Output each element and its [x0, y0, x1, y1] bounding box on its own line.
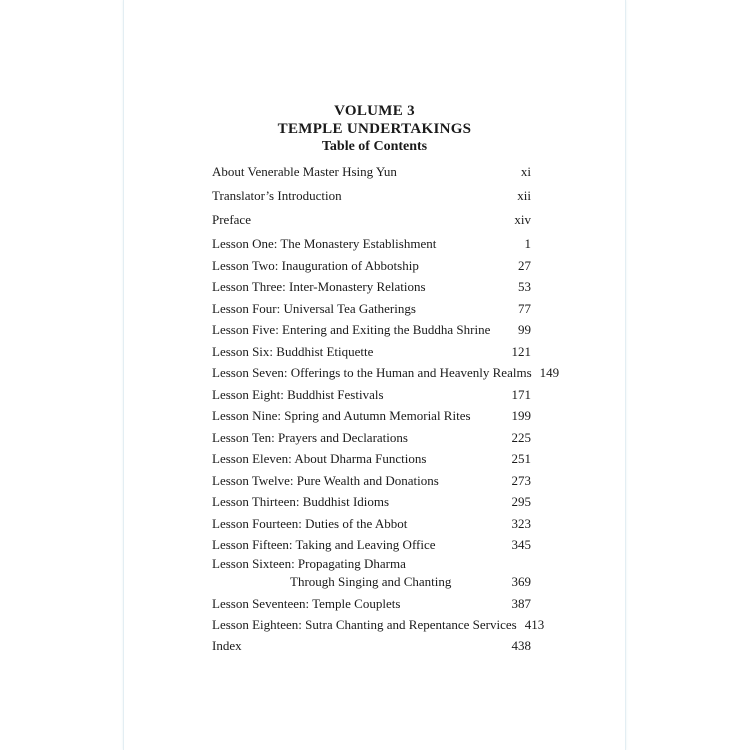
- toc-entry-title: Lesson Fifteen: Taking and Leaving Office: [212, 537, 436, 552]
- toc-entry-page: 345: [511, 537, 531, 552]
- toc-entry-lesson-13: [212, 493, 531, 511]
- toc-entry-title: Lesson Three: Inter-Monastery Relations: [212, 279, 426, 294]
- toc-entry-title: Lesson Two: Inauguration of Abbotship: [212, 258, 419, 273]
- toc-entry-lesson-11: [212, 450, 531, 468]
- toc-entry-title: Lesson Eight: Buddhist Festivals: [212, 387, 384, 402]
- toc-entry-page: 438: [511, 638, 531, 653]
- toc-entry-page: 225: [511, 430, 531, 445]
- toc-entry-lesson-6: [212, 343, 531, 361]
- toc-entry-page: 121: [511, 344, 531, 359]
- toc-entry-page: 1: [524, 236, 531, 251]
- toc-entry-title: Lesson Eighteen: Sutra Chanting and Repentance Services: [212, 617, 517, 632]
- toc-entry-lesson-14: [212, 515, 531, 533]
- toc-entry-page: 99: [518, 322, 531, 337]
- toc-entry-lesson-9: [212, 407, 531, 425]
- toc-entry-title: Lesson One: The Monastery Establishment: [212, 236, 437, 251]
- toc-entry-page: 295: [511, 494, 531, 509]
- toc-entry-title: Translator’s Introduction: [212, 188, 342, 203]
- toc-entry-title: Index: [212, 638, 242, 653]
- toc-entry-page: xi: [520, 164, 531, 179]
- toc-entry-page: xii: [517, 188, 531, 203]
- toc-entry-lesson-2: [212, 257, 531, 275]
- toc-entry-preface: [212, 211, 531, 229]
- toc-entry-about-master: [212, 163, 531, 181]
- toc-entry-page: 149: [539, 365, 560, 380]
- toc-entry-translators-introduction: [212, 187, 531, 205]
- volume-heading: VOLUME 3: [334, 103, 415, 119]
- toc-entry-page: 369: [511, 574, 531, 589]
- toc-entry-lesson-12: [212, 472, 531, 490]
- toc-entry-title: Lesson Four: Universal Tea Gatherings: [212, 301, 416, 316]
- toc-entry-page: 199: [511, 408, 531, 423]
- toc-entry-lesson-1: [212, 235, 531, 253]
- toc-entry-lesson-15: [212, 536, 531, 554]
- toc-entry-page: xiv: [514, 212, 531, 227]
- toc-entry-title: Lesson Thirteen: Buddhist Idioms: [212, 494, 390, 509]
- toc-entry-lesson-4: [212, 300, 531, 318]
- toc-entry-title: Through Singing and Chanting: [290, 574, 452, 589]
- toc-entry-page: 323: [511, 516, 531, 531]
- toc-entry-title: About Venerable Master Hsing Yun: [212, 164, 397, 179]
- toc-entry-lesson-17: [212, 595, 531, 613]
- toc-entry-title: Lesson Nine: Spring and Autumn Memorial Rites: [212, 408, 471, 423]
- toc-entry-title: Preface: [212, 212, 251, 227]
- toc-entry-lesson-10: [212, 429, 531, 447]
- toc-entry-title: Lesson Eleven: About Dharma Functions: [212, 451, 427, 466]
- toc-entry-lesson-16-line-1: Lesson Sixteen: Propagating Dharma: [212, 556, 406, 571]
- toc-heading: Table of Contents: [321, 139, 428, 154]
- volume-title: TEMPLE UNDERTAKINGS: [277, 121, 472, 137]
- toc-entry-title: Lesson Ten: Prayers and Declarations: [212, 430, 408, 445]
- toc-entry-page: 251: [511, 451, 531, 466]
- toc-entry-page: 77: [518, 301, 531, 316]
- toc-entry-page: 171: [511, 387, 531, 402]
- toc-entry-title: Lesson Seventeen: Temple Couplets: [212, 596, 401, 611]
- toc-entry-index: [212, 637, 531, 655]
- toc-entry-page: 53: [518, 279, 531, 294]
- toc-entry-title: Lesson Five: Entering and Exiting the Buddha Shrine: [212, 322, 491, 337]
- toc-entry-title: Lesson Six: Buddhist Etiquette: [212, 344, 374, 359]
- toc-entry-page: 387: [511, 596, 531, 611]
- toc-entry-title: Lesson Twelve: Pure Wealth and Donations: [212, 473, 439, 488]
- book-page: [124, 0, 625, 750]
- toc-entry-title: Lesson Seven: Offerings to the Human and Heavenly Realms: [212, 365, 532, 380]
- toc-entry-page: 413: [524, 617, 545, 632]
- toc-entry-title: Lesson Fourteen: Duties of the Abbot: [212, 516, 408, 531]
- toc-entry-page: 273: [511, 473, 531, 488]
- toc-entry-lesson-5: [212, 321, 531, 339]
- toc-entry-lesson-7: [212, 364, 560, 382]
- toc-entry-lesson-18: [212, 616, 545, 634]
- toc-entry-lesson-8: [212, 386, 531, 404]
- toc-entry-page: 27: [518, 258, 531, 273]
- toc-entry-lesson-3: [212, 278, 531, 296]
- toc-entry-lesson-16-line-2: [290, 573, 531, 591]
